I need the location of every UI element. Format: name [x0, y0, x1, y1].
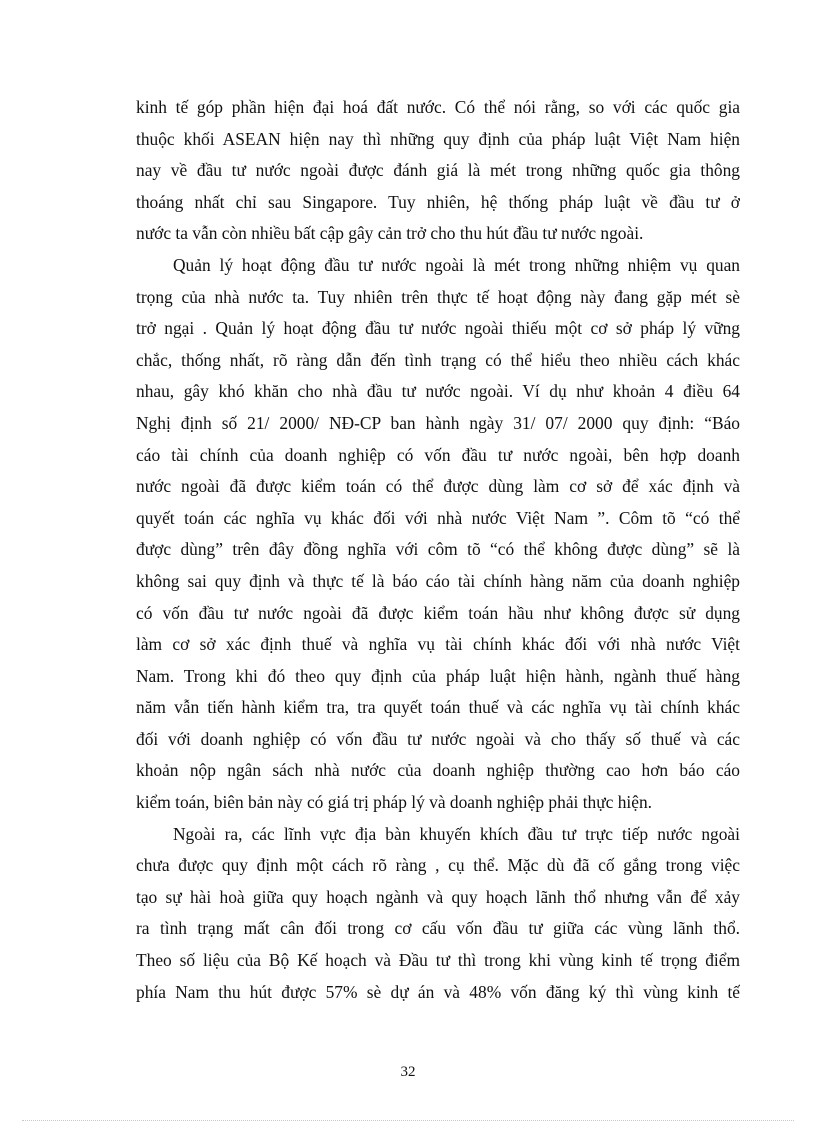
text-line: thoáng nhất chỉ sau Singapore. Tuy nhiên, hệ thống pháp luật về đầu tư ở: [136, 191, 740, 212]
text-line: kiểm toán, biên bản này có giá trị pháp lý và doanh nghiệp phải thực hiện.: [136, 792, 653, 813]
text-line: trở ngại . Quản lý hoạt động đầu tư nước ngoài thiếu một cơ sở pháp lý vững: [136, 318, 740, 339]
text-line: trọng của nhà nước ta. Tuy nhiên trên thực tế hoạt động này đang gặp mét sè: [136, 286, 740, 307]
text-line: làm cơ sở xác định thuế và nghĩa vụ tài chính khác đối với nhà nước Việt: [136, 634, 740, 655]
text-line: tạo sự hài hoà giữa quy hoạch ngành và quy hoạch lãnh thổ nhưng vẫn để xảy: [136, 886, 740, 907]
text-line: ra tình trạng mất cân đối trong cơ cấu vốn đầu tư giữa các vùng lãnh thổ.: [136, 918, 740, 939]
text-line: Quản lý hoạt động đầu tư nước ngoài là mét trong những nhiệm vụ quan: [173, 254, 740, 275]
text-line: được dùng” trên đây đồng nghĩa với côm tõ “có thể không được dùng” sẽ là: [136, 539, 740, 560]
text-line: đối với doanh nghiệp có vốn đầu tư nước ngoài và cho thấy số thuế và các: [136, 728, 740, 749]
text-line: chưa được quy định một cách rõ ràng , cụ thể. Mặc dù đã cố gắng trong việc: [136, 855, 740, 876]
body-text: [136, 92, 740, 1008]
text-line: nước ta vẫn còn nhiều bất cập gây cản trở cho thu hút đầu tư nước ngoài.: [136, 223, 644, 244]
text-line: quyết toán các nghĩa vụ khác đối với nhà nước Việt Nam ”. Côm tõ “có thể: [136, 507, 740, 528]
text-line: Ngoài ra, các lĩnh vực địa bàn khuyến khích đầu tư trực tiếp nước ngoài: [173, 823, 740, 844]
text-line: Nghị định số 21/ 2000/ NĐ-CP ban hành ngày 31/ 07/ 2000 quy định: “Báo: [136, 412, 740, 433]
text-line: Theo số liệu của Bộ Kế hoạch và Đầu tư thì trong khi vùng kinh tế trọng điểm: [136, 950, 740, 971]
text-line: kinh tế góp phần hiện đại hoá đất nước. Có thể nói rằng, so với các quốc gia: [136, 97, 740, 117]
text-line: thuộc khối ASEAN hiện nay thì những quy định của pháp luật Việt Nam hiện: [136, 128, 740, 149]
text-line: nhau, gây khó khăn cho nhà đầu tư nước ngoài. Ví dụ như khoản 4 điều 64: [136, 381, 740, 402]
text-line: phía Nam thu hút được 57% sè dự án và 48% vốn đăng ký thì vùng kinh tế: [136, 981, 740, 1002]
text-line: khoản nộp ngân sách nhà nước của doanh nghiệp thường cao hơn báo cáo: [136, 760, 740, 781]
text-line: Nam. Trong khi đó theo quy định của pháp luật hiện hành, ngành thuế hàng: [136, 665, 740, 686]
text-line: có vốn đầu tư nước ngoài đã được kiểm toán hầu như không được sử dụng: [136, 602, 740, 623]
text-line: không sai quy định và thực tế là báo cáo tài chính hàng năm của doanh nghiệp: [136, 570, 740, 591]
text-line: năm vẫn tiến hành kiểm tra, tra quyết toán thuế và các nghĩa vụ tài chính khác: [136, 697, 740, 718]
page-number: 32: [400, 1064, 416, 1080]
text-line: chắc, thống nhất, rõ ràng dẫn đến tình trạng có thể hiểu theo nhiều cách khác: [136, 349, 740, 370]
text-line: nước ngoài đã được kiểm toán có thể được dùng làm cơ sở để xác định và: [136, 476, 740, 497]
text-line: cáo tài chính của doanh nghiệp có vốn đầu tư nước ngoài, bên hợp doanh: [136, 444, 740, 465]
footer-divider: [22, 1120, 794, 1121]
text-line: nay về đầu tư nước ngoài được đánh giá là mét trong những quốc gia thông: [136, 160, 740, 181]
